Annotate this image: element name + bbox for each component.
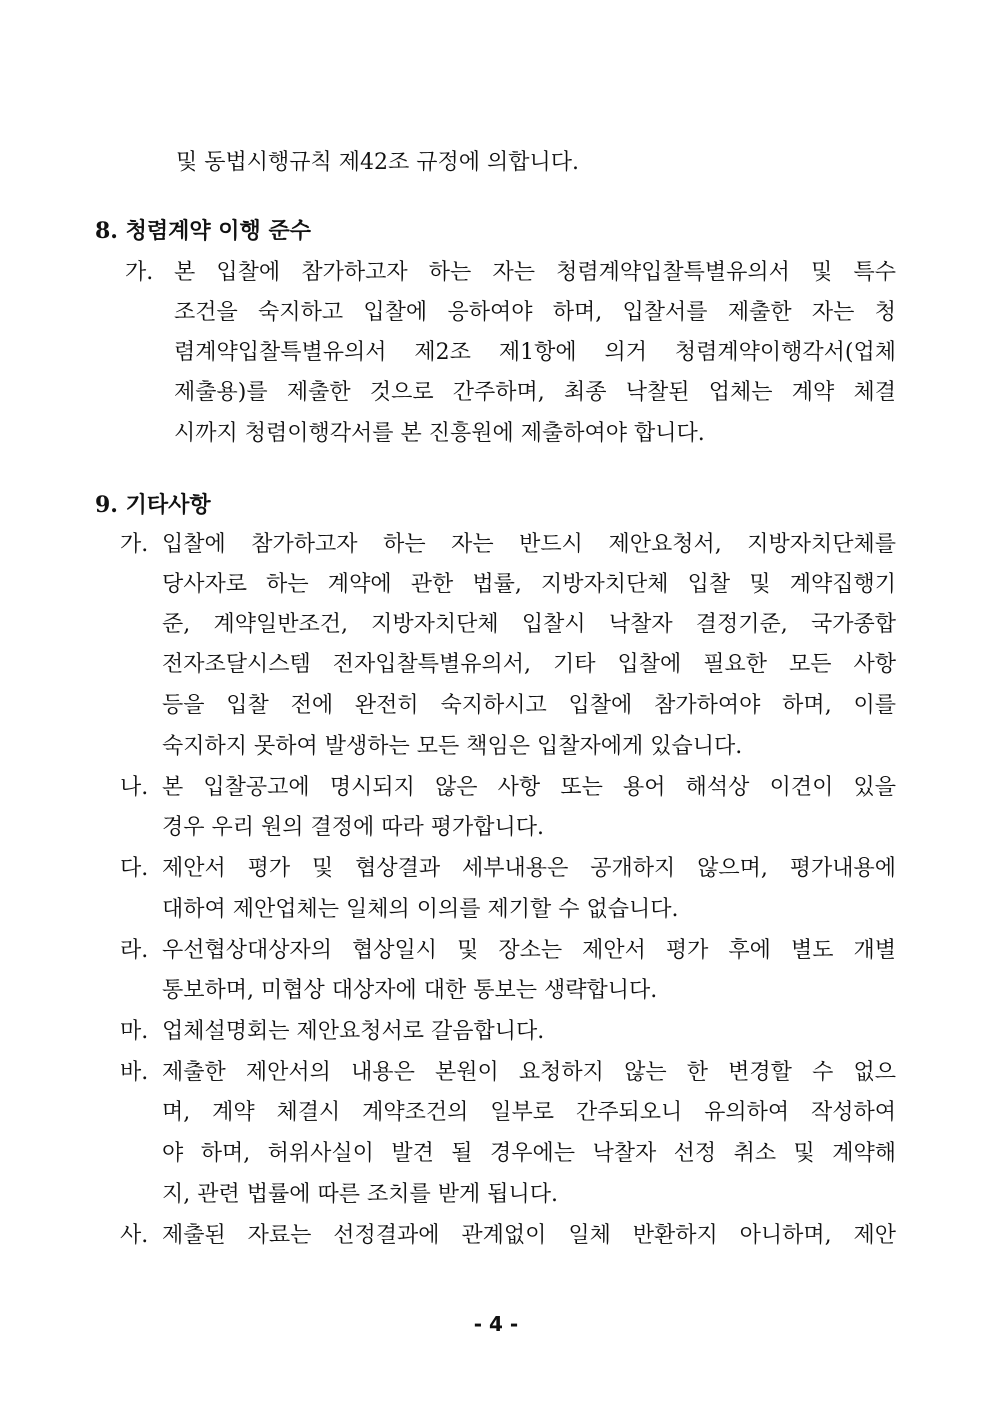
section-9-item-line: 등을 입찰 전에 완전히 숙지하시고 입찰에 참가하여야 하며, 이를	[162, 693, 896, 718]
section-9-item-marker: 가.	[120, 532, 149, 557]
section-9-item-line: 야 하며, 허위사실이 발견 될 경우에는 낙찰자 선정 취소 및 계약해	[162, 1141, 896, 1166]
section-9-item-line: 업체설명회는 제안요청서로 갈음합니다.	[162, 1019, 545, 1044]
section-9-item-line: 경우 우리 원의 결정에 따라 평가합니다.	[162, 815, 544, 840]
section-9-item-line: 며, 계약 체결시 계약조건의 일부로 간주되오니 유의하여 작성하여	[162, 1100, 896, 1125]
section-8-item-line: 시까지 청렴이행각서를 본 진흥원에 제출하여야 합니다.	[174, 421, 705, 446]
section-9-item-line: 대하여 제안업체는 일체의 이의를 제기할 수 없습니다.	[162, 897, 679, 922]
section-9-item-line: 제안서 평가 및 협상결과 세부내용은 공개하지 않으며, 평가내용에	[162, 856, 896, 881]
section-8-item-line: 제출용)를 제출한 것으로 간주하며, 최종 낙찰된 업체는 계약 체결	[174, 380, 896, 405]
section-8-item-line: 조건을 숙지하고 입찰에 응하여야 하며, 입찰서를 제출한 자는 청	[174, 300, 896, 325]
section-9-item-line: 본 입찰공고에 명시되지 않은 사항 또는 용어 해석상 이견이 있을	[162, 775, 896, 800]
section-9-item-marker: 사.	[120, 1223, 149, 1248]
section-9-item-marker: 바.	[120, 1060, 149, 1085]
section-9-item-marker: 나.	[120, 775, 149, 800]
section-9-item-line: 제출한 제안서의 내용은 본원이 요청하지 않는 한 변경할 수 없으	[162, 1060, 896, 1085]
section-9-item-marker: 마.	[120, 1019, 149, 1044]
section-9-item-line: 제출된 자료는 선정결과에 관계없이 일체 반환하지 아니하며, 제안	[162, 1223, 896, 1248]
section-9-item-line: 당사자로 하는 계약에 관한 법률, 지방자치단체 입찰 및 계약집행기	[162, 572, 896, 597]
section-8-item-line: 렴계약입찰특별유의서 제2조 제1항에 의거 청렴계약이행각서(업체	[174, 340, 896, 365]
section-8-heading: 8. 청렴계약 이행 준수	[95, 218, 311, 244]
continuation-text: 및 동법시행규칙 제42조 규정에 의합니다.	[176, 150, 579, 175]
section-9-item-line: 숙지하지 못하여 발생하는 모든 책임은 입찰자에게 있습니다.	[162, 734, 743, 759]
section-9-item-line: 통보하며, 미협상 대상자에 대한 통보는 생략합니다.	[162, 978, 658, 1003]
section-9-item-line: 입찰에 참가하고자 하는 자는 반드시 제안요청서, 지방자치단체를	[162, 532, 896, 557]
section-9-item-marker: 다.	[120, 856, 149, 881]
section-9-heading: 9. 기타사항	[95, 492, 211, 518]
section-8-item-marker: 가.	[125, 260, 154, 285]
section-9-item-line: 준, 계약일반조건, 지방자치단체 입찰시 낙찰자 결정기준, 국가종합	[162, 612, 896, 637]
section-9-item-line: 전자조달시스템 전자입찰특별유의서, 기타 입찰에 필요한 모든 사항	[162, 652, 896, 677]
section-8-item-line: 본 입찰에 참가하고자 하는 자는 청렴계약입찰특별유의서 및 특수	[174, 260, 896, 285]
section-9-item-line: 지, 관련 법률에 따른 조치를 받게 됩니다.	[162, 1182, 558, 1207]
page-number: - 4 -	[473, 1312, 519, 1336]
section-9-item-marker: 라.	[120, 938, 149, 963]
section-9-item-line: 우선협상대상자의 협상일시 및 장소는 제안서 평가 후에 별도 개별	[162, 938, 896, 963]
